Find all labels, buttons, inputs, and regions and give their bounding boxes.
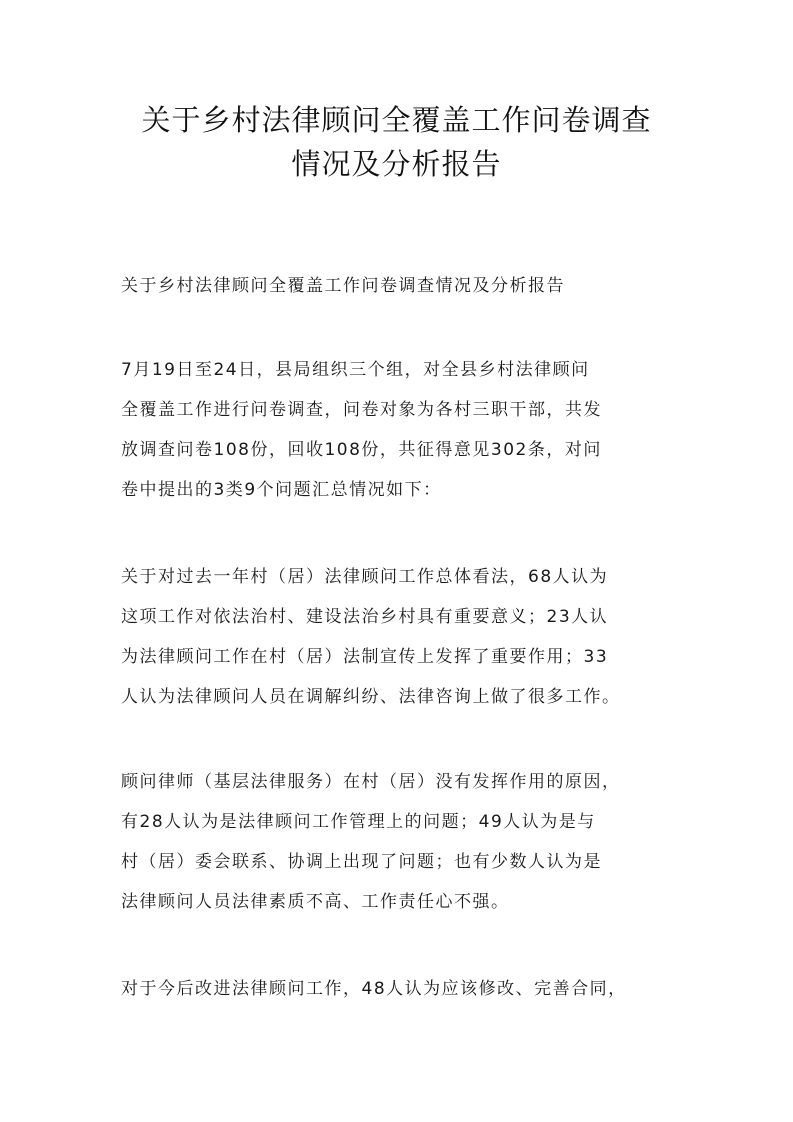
paragraph-line: 关于对过去一年村（居）法律顾问工作总体看法，68人认为 [121, 567, 609, 587]
paragraph-line: 村（居）委会联系、协调上出现了问题；也有少数人认为是 [121, 852, 602, 872]
paragraph-line: 有28人认为是法律顾问工作管理上的问题；49人认为是与 [121, 812, 596, 832]
paragraph-line: 为法律顾问工作在村（居）法制宣传上发挥了重要作用；33 [121, 647, 609, 667]
body-paragraph [121, 557, 677, 717]
paragraph-line: 人认为法律顾问人员在调解纠纷、法律咨询上做了很多工作。 [121, 687, 621, 707]
title-line: 情况及分析报告 [291, 147, 502, 181]
body-paragraph [121, 350, 677, 510]
paragraph-line: 这项工作对依法治村、建设法治乡村具有重要意义；23人认 [121, 607, 609, 627]
paragraph-line: 关于乡村法律顾问全覆盖工作问卷调查情况及分析报告 [121, 276, 565, 296]
paragraph-line: 7月19日至24日，县局组织三个组，对全县乡村法律顾问 [121, 360, 590, 380]
paragraph-line: 卷中提出的3类9个问题汇总情况如下： [121, 480, 442, 500]
title-line: 关于乡村法律顾问全覆盖工作问卷调查 [141, 103, 652, 137]
body-paragraph [121, 969, 677, 1009]
paragraph-line: 顾问律师（基层法律服务）在村（居）没有发挥作用的原因， [121, 772, 621, 792]
body-paragraph [121, 762, 677, 922]
paragraph-line: 对于今后改进法律顾问工作，48人认为应该修改、完善合同， [121, 979, 627, 999]
paragraph-line: 放调查问卷108份，回收108份，共征得意见302条，对问 [121, 440, 602, 460]
document-title [100, 98, 693, 186]
body-paragraph [121, 266, 677, 306]
paragraph-line: 法律顾问人员法律素质不高、工作责任心不强。 [121, 892, 510, 912]
paragraph-line: 全覆盖工作进行问卷调查，问卷对象为各村三职干部，共发 [121, 400, 602, 420]
